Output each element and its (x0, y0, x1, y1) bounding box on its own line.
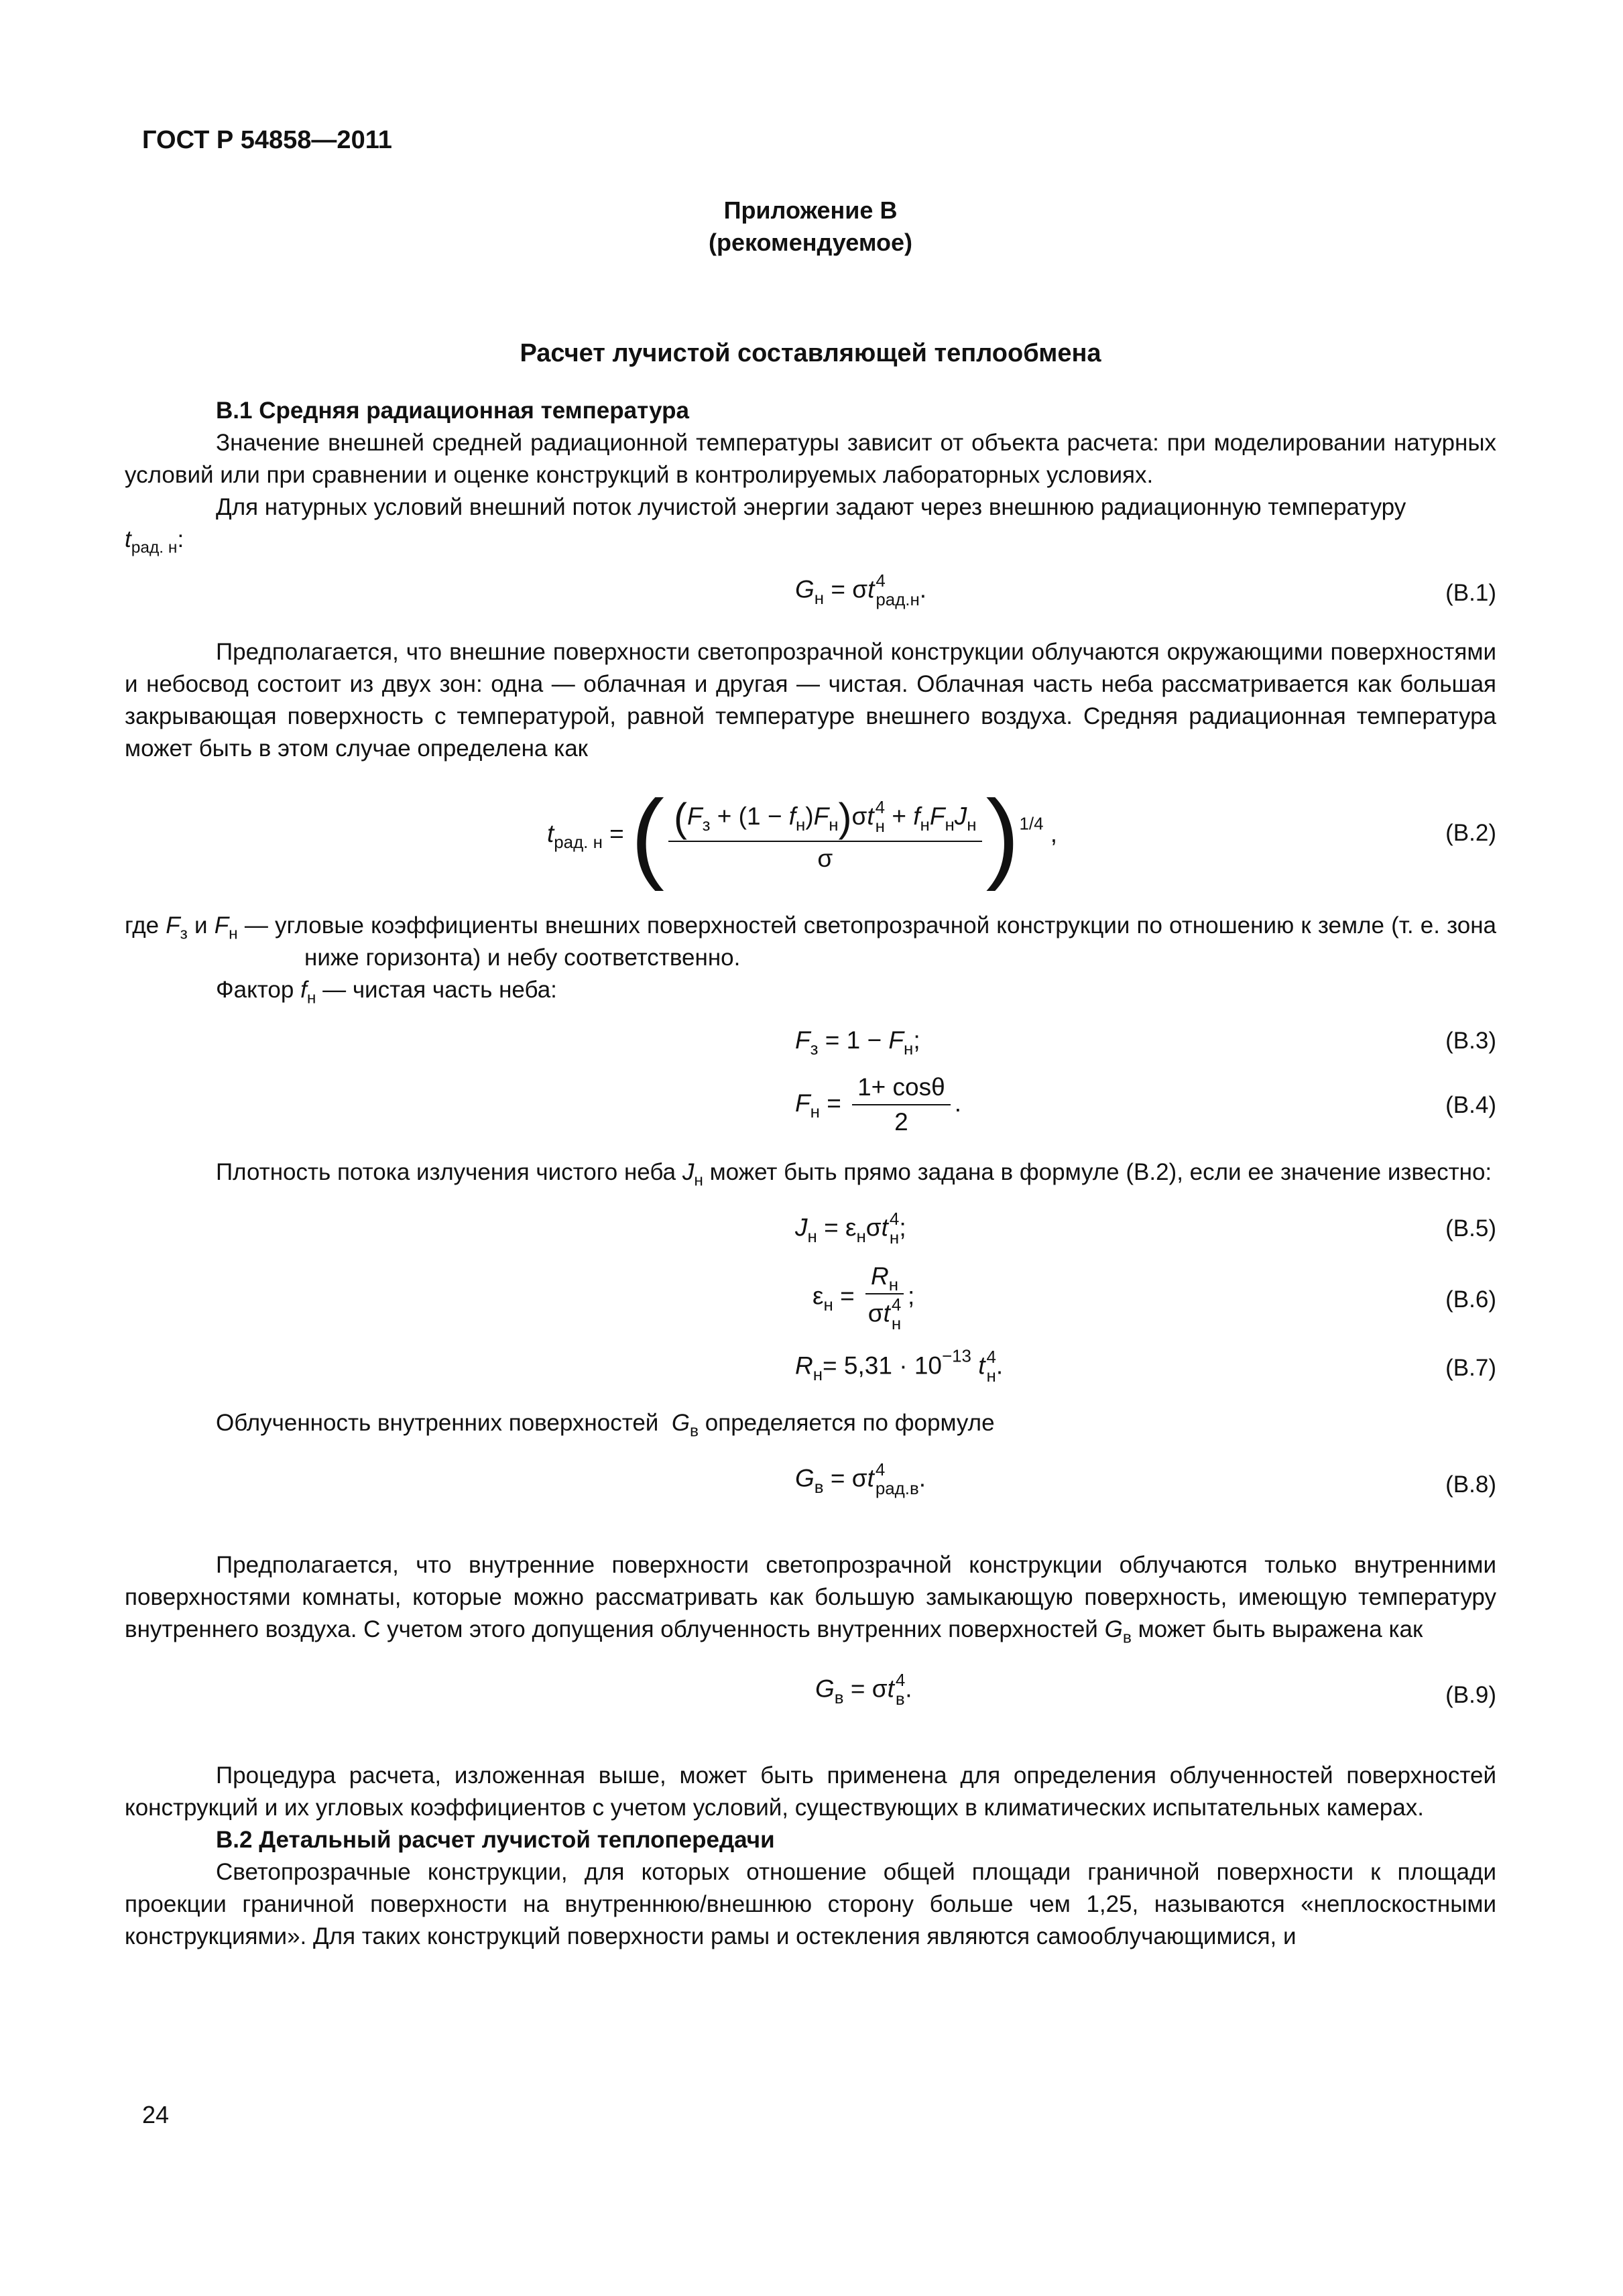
equation-number: (В.3) (1445, 1028, 1496, 1054)
paragraph-2: Для натурных условий внешний поток лучистой энергии задают через внешнюю радиационную температуру (216, 494, 1406, 520)
equation-number: (В.2) (1445, 820, 1496, 846)
equation-number: (В.5) (1445, 1215, 1496, 1242)
page-number: 24 (142, 2101, 170, 2128)
equation-number: (В.1) (1445, 580, 1496, 606)
paragraph-10: Светопрозрачные конструкции, для которых отношение общей площади граничной поверхности к площади проекции граничной поверхности на внутреннюю/внешнюю сторону больше чем 1,25, называются «неплоскостными конструкциями». Для таких конструкций поверхности рамы и остекления являются самооблучающимися, и (125, 1859, 1496, 1949)
equation-b2: $t_{рад. н}$ = ( $(F_з + (1 - f_н)F_н)\sigma t$ 4 н + $f_нF_нJ_н$ σ )$^{1/4}$ , (В.2) (547, 779, 1496, 892)
equation-b5: $J_н = \varepsilon_н\sigma t$ 4 н ; (В.5) (795, 1210, 1496, 1248)
page-content (125, 194, 1496, 1953)
equation-b4: $F_н$ = $\frac{1+ \cos\theta}{2}$ . (В.4) (795, 1073, 1496, 1136)
equation-number: (В.9) (1445, 1682, 1496, 1708)
equation-b7: $R_н= 5,31 \cdot 10^{-13}$ t 4 н . (В.7) (795, 1347, 1496, 1386)
equation-number: (В.6) (1445, 1286, 1496, 1313)
equation-b8: $G_в = \sigma t$ 4 рад.в . (В.8) (795, 1461, 1496, 1498)
paragraph-5: Фактор $f_н$ — чистая часть неба: (216, 977, 557, 1008)
equation-b6: $\varepsilon_н$ = $R_н$ σt 4 н ; (В.6) (813, 1262, 1496, 1333)
equation-number: (В.7) (1445, 1355, 1496, 1381)
paragraph-2-variable: $t_{рад. н}$: (125, 526, 184, 557)
equation-number: (В.4) (1445, 1092, 1496, 1118)
paragraph-7: Облученность внутренних поверхностей $G_в$ определяется по формуле (216, 1410, 995, 1441)
paragraph-6: Плотность потока излучения чистого неба $J_н$ может быть прямо задана в формуле (В.2), если ее значение известно: (216, 1159, 1492, 1190)
section-b1-title: В.1 Средняя радиационная температура (216, 398, 689, 424)
document-id: ГОСТ Р 54858—2011 (142, 126, 392, 154)
paragraph-1: Значение внешней средней радиационной температуры зависит от объекта расчета: при моделировании натурных условий или при сравнении и оценке конструкций в контролируемых лабораторных условиях. (125, 430, 1496, 488)
appendix-title: Приложение В (723, 196, 898, 224)
equation-b9: $G_в = \sigma t$ 4 в . (В.9) (815, 1671, 1496, 1709)
main-title: Расчет лучистой составляющей теплообмена (520, 339, 1101, 367)
paragraph-3: Предполагается, что внешние поверхности светопрозрачной конструкции облучаются окружающими поверхностями и небосвод состоит из двух зон: одна — облачная и другая — чистая. Облачная часть неба рассматривается как большая закрывающая поверхность с температурой, равной температуре внешнего воздуха. Средняя радиационная температура может быть в этом случае определена как (125, 639, 1496, 762)
section-b2-title: В.2 Детальный расчет лучистой теплопередачи (216, 1827, 775, 1853)
equation-b1: $G_н = \sigma t$ 4 рад.н . (В.1) (795, 572, 1496, 609)
equation-number: (В.8) (1445, 1471, 1496, 1498)
paragraph-9: Процедура расчета, изложенная выше, может быть применена для определения облученностей поверхностей конструкций и их угловых коэффициентов с учетом условий, существующих в климатических испытательных камерах. (125, 1762, 1496, 1821)
paragraph-8: Предполагается, что внутренние поверхности светопрозрачной конструкции облучаются только внутренними поверхностями комнаты, которые можно рассматривать как большую замыкающую поверхность, имеющую температуру внутреннего воздуха. С учетом этого допущения облученность внутренних поверхностей $G_в$ может быть выражена как (125, 1552, 1496, 1647)
equation-b3: $F_з = 1 - F_н$; (В.3) (795, 1026, 1496, 1059)
appendix-subtitle: (рекомендуемое) (709, 229, 912, 256)
paragraph-4: где $F_з$ и $F_н$ — угловые коэффициенты внешних поверхностей светопрозрачной конструкции по отношению к земле (т. е. зона ниже горизонта) и небу соответственно. (125, 912, 1497, 971)
